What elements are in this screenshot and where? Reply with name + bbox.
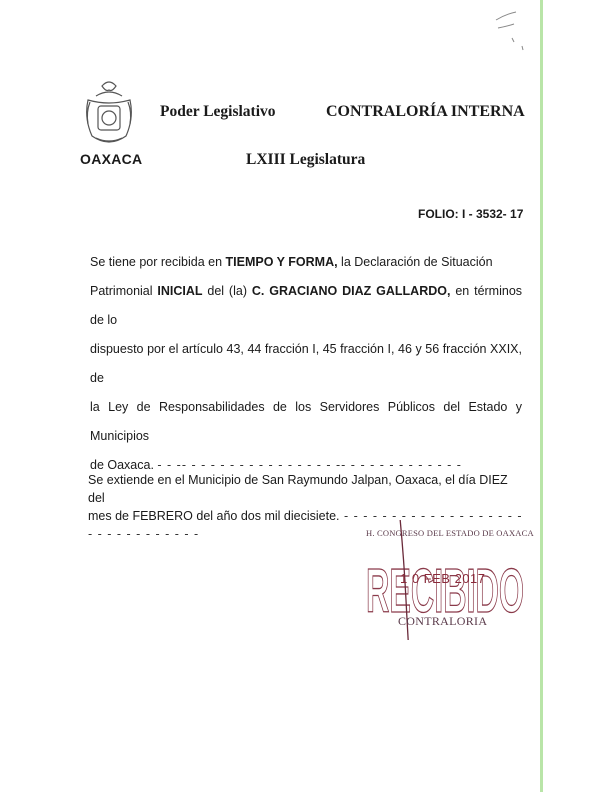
dash-fill: - - -- - - - - - - - - - - - - - - - -- - - - - - - - - - - - - xyxy=(157,458,462,472)
text-span: del (la) xyxy=(202,284,252,298)
bold-span: INICIAL xyxy=(157,284,203,298)
text-span: en términos de lo xyxy=(90,284,523,327)
para2-line1: Se extiende en el Municipio de San Raymundo Jalpan, Oaxaca, el día DIEZ del xyxy=(88,473,508,505)
stamp-date: 1 0 FEB 2017 xyxy=(400,571,486,586)
seal-label: OAXACA xyxy=(80,151,143,167)
bold-span: TIEMPO Y FORMA, xyxy=(225,255,338,269)
text-span: mes de FEBRERO del año dos mil diecisiete. xyxy=(88,509,340,523)
poder-legislativo-heading: Poder Legislativo xyxy=(160,103,276,120)
text-span: Se tiene por recibida en xyxy=(90,255,226,269)
declaration-paragraph xyxy=(90,248,522,480)
bold-span: C. GRACIANO DIAZ GALLARDO, xyxy=(251,284,451,298)
folio-number: FOLIO: I - 3532- 17 xyxy=(418,207,524,221)
stamp-big-text: RECIBIDO xyxy=(366,557,524,626)
text-span: la Declaración de Situación xyxy=(337,255,493,269)
para1-line1 xyxy=(90,248,522,277)
oaxaca-seal-icon xyxy=(82,78,137,148)
text-span: Patrimonial xyxy=(90,284,158,298)
handwritten-mark-icon xyxy=(492,8,532,53)
stamp-congress-text: H. CONGRESO DEL ESTADO DE OAXACA xyxy=(366,528,534,538)
legislatura-heading: LXIII Legislatura xyxy=(246,151,366,168)
para1-line2 xyxy=(90,277,522,335)
para1-line4: la Ley de Responsabilidades de los Servidores Públicos del Estado y Municipios xyxy=(90,400,522,443)
margin-line xyxy=(540,0,543,792)
stamp-contraloria-text: CONTRALORIA xyxy=(398,614,488,628)
para1-line3: dispuesto por el artículo 43, 44 fracción I, 45 fracción I, 46 y 56 fracción XXIX, de xyxy=(90,342,522,385)
dash-fill: - - - - - - - - - - - - - - - - - - - - - - - - - - - - - - - xyxy=(88,509,523,541)
text-span: de Oaxaca. xyxy=(90,458,158,472)
contraloria-heading: CONTRALORÍA INTERNA xyxy=(326,103,525,120)
